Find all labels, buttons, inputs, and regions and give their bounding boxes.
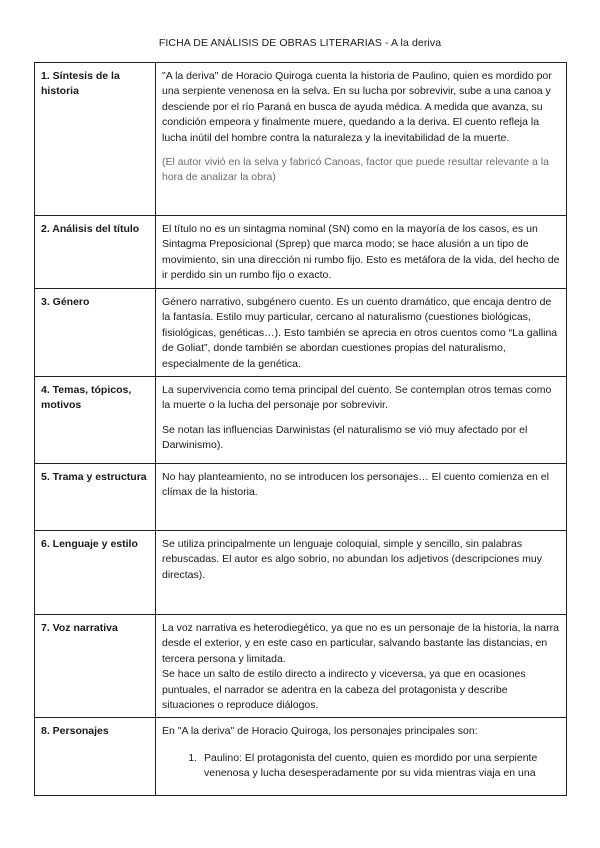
table-row-genero [35, 289, 567, 377]
table-row-sintesis [35, 63, 567, 216]
row-label: 5. Trama y estructura [35, 464, 156, 531]
analysis-table [34, 62, 567, 796]
row-content [156, 289, 567, 377]
row-content [156, 464, 567, 531]
content-paragraph: Se hace un salto de estilo directo a indirecto y viceversa, ya que en ocasiones puntuales, el narrador se adentra en la cabeza del protagonista y describe situaciones o reproduce diálogos. [162, 668, 526, 712]
content-paragraph: Se notan las influencias Darwinistas (el naturalismo se vió muy afectado por el Darwinismo). [162, 423, 528, 452]
content-paragraph: "A la deriva" de Horacio Quiroga cuenta la historia de Paulino, quien es mordido por una serpiente venenosa en la selva. En su lucha por sobrevivir, sube a una canoa y desciende por el río Paraná en busca de ayuda médica. A medida que avanza, su condición empeora y finalmente muere, quedando a la deriva. El cuento refleja la lucha inútil del hombre contra la naturaleza y la inevitabilidad de la muerte. [162, 70, 552, 144]
content-paragraph: Género narrativo, subgénero cuento. Es un cuento dramático, que encaja dentro de la fantasía. Estilo muy particular, cercano al naturalismo (cuestiones biológicas, fisiológicas, genéticas…). Esto también se aprecia en otros cuentos como “La gallina de Goliat”, donde también se abordan cuestiones propias del naturalismo, especialmente de la genética. [162, 296, 558, 370]
row-content [156, 377, 567, 464]
content-note: (El autor vivió en la selva y fabricó Canoas, factor que puede resultar relevante a la hora de analizar la obra) [162, 156, 549, 184]
content-paragraph: No hay planteamiento, no se introducen los personajes… El cuento comienza en el clímax de la historia. [162, 471, 549, 499]
row-content [156, 63, 567, 216]
table-row-voz [35, 615, 567, 718]
content-paragraph: La voz narrativa es heterodiegético, ya que no es un personaje de la historia, la narra desde el exterior, y en este caso en particular, salvando bastante las distancias, en tercera persona y limitada. [162, 622, 559, 665]
row-content [156, 718, 567, 796]
table-row-titulo [35, 216, 567, 289]
table-row-trama [35, 464, 567, 531]
row-label: 6. Lenguaje y estilo [35, 531, 156, 615]
table-row-personajes [35, 718, 567, 796]
table-row-temas [35, 377, 567, 464]
row-label: 3. Género [35, 289, 156, 377]
content-paragraph: La supervivencia como tema principal del cuento. Se contemplan otros temas como la muerte o la lucha del personaje por sobrevivir. [162, 384, 552, 412]
content-paragraph: El título no es un sintagma nominal (SN) como en la mayoría de los casos, es un Sintagma Preposicional (Sprep) que marca modo; se hace alusión a un tipo de movimiento, sin una dirección ni rumbo fijo. Esto es metáfora de la vida, del hecho de ir perdido sin un rumbo fijo o exacto. [162, 223, 560, 282]
row-content [156, 615, 567, 718]
table-row-lenguaje [35, 531, 567, 615]
characters-list [162, 751, 560, 782]
list-item: 1. Paulino: El protagonista del cuento, quien es mordido por una serpiente venenosa y lucha desesperadamente por su vida mientras viaja en una [200, 751, 560, 782]
row-label: 2. Análisis del título [35, 216, 156, 289]
row-label: 1. Síntesis de la historia [35, 63, 156, 216]
row-label: 7. Voz narrativa [35, 615, 156, 718]
row-content [156, 216, 567, 289]
content-paragraph: En "A la deriva" de Horacio Quiroga, los personajes principales son: [162, 725, 478, 738]
row-label: 4. Temas, tópicos, motivos [35, 377, 156, 464]
content-paragraph: Se utiliza principalmente un lenguaje coloquial, simple y sencillo, sin palabras rebuscadas. El autor es algo sobrio, no abundan los adjetivos (descripciones muy directas). [162, 538, 542, 581]
row-label: 8. Personajes [35, 718, 156, 796]
document-title: FICHA DE ANÁLISIS DE OBRAS LITERARIAS - A la deriva [158, 37, 442, 49]
row-content [156, 531, 567, 615]
